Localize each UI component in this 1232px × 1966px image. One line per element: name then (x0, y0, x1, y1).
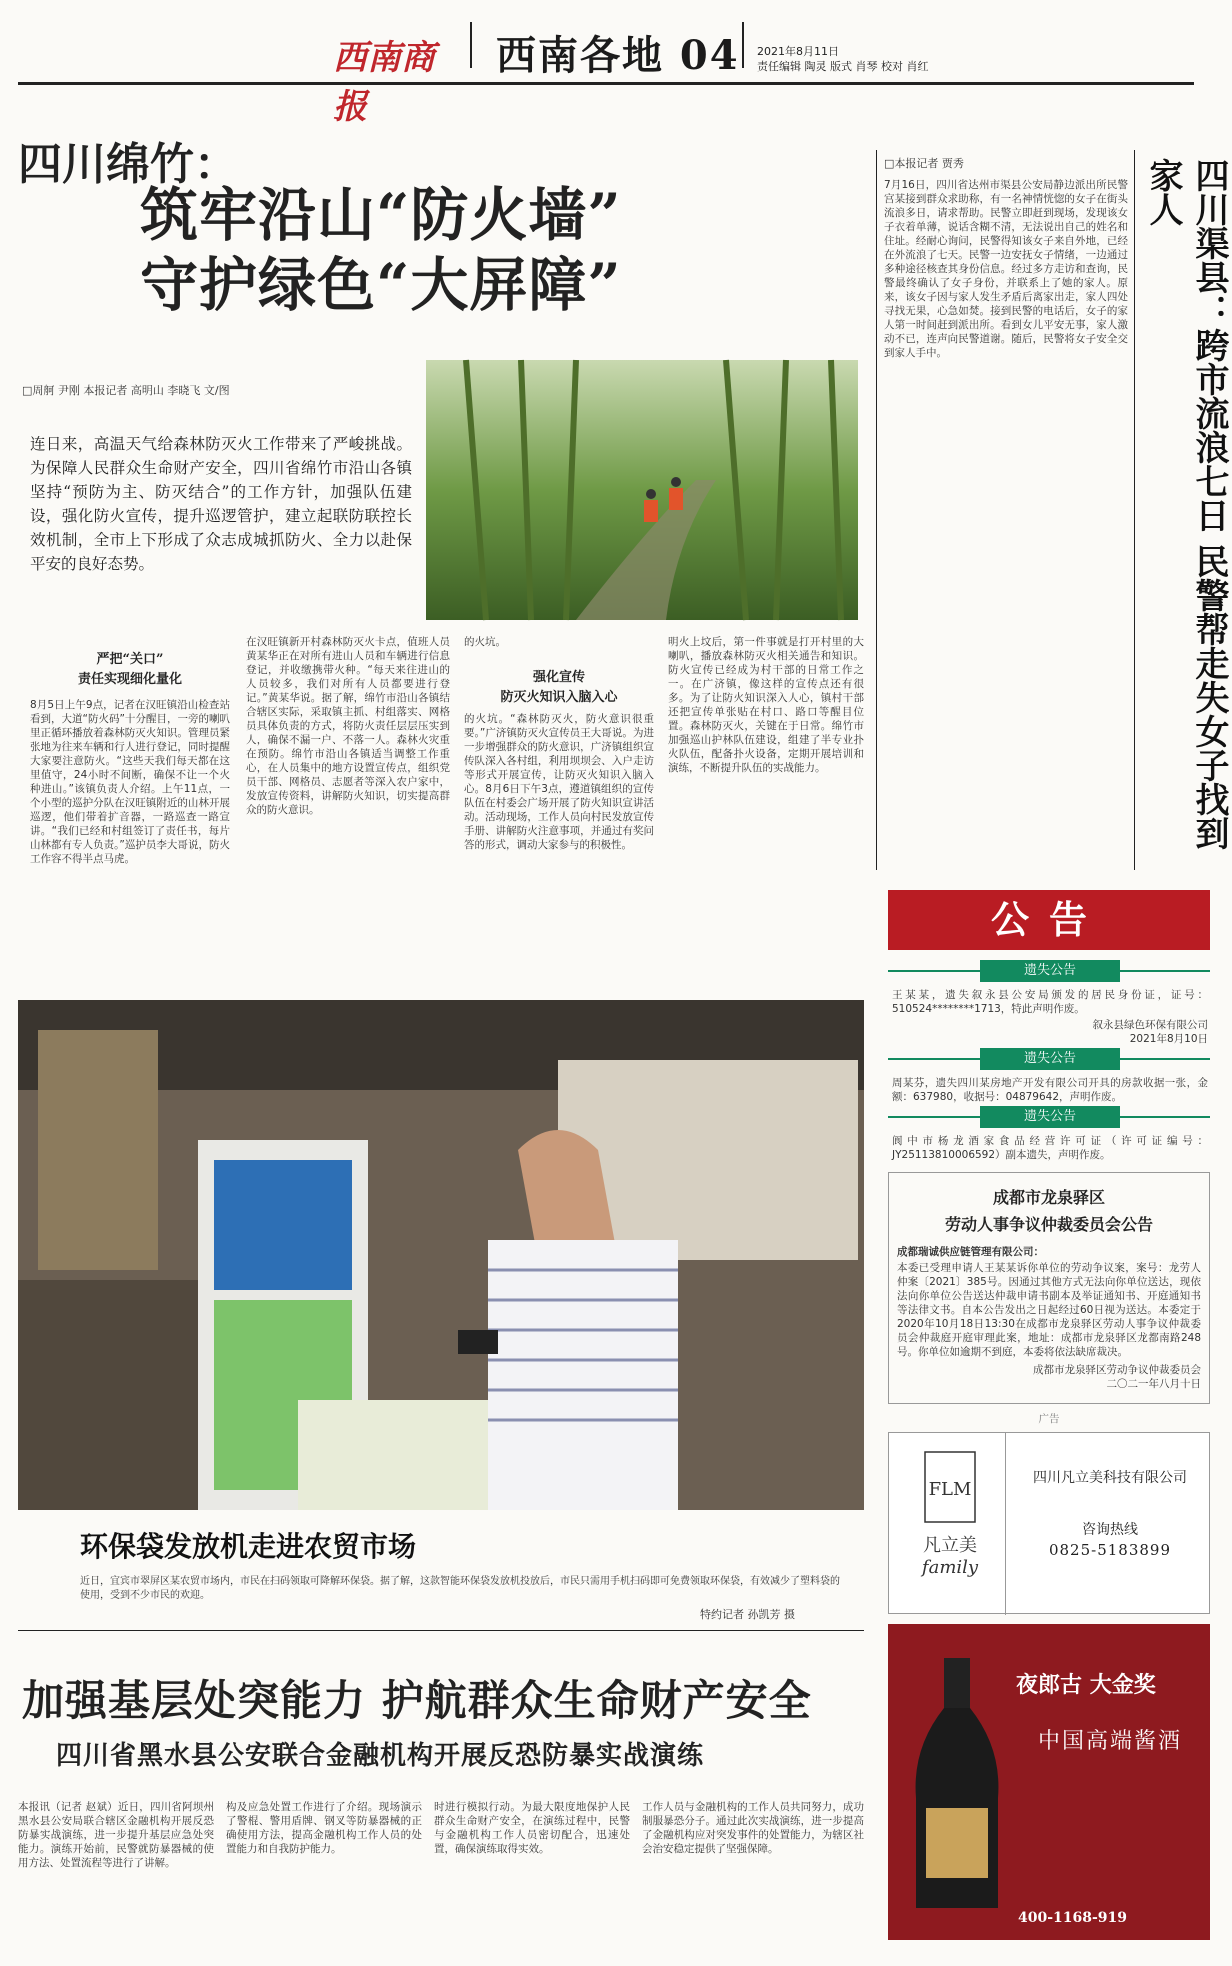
article-column-4: 明火上坟后，第一件事就是打开村里的大喇叭，播放森林防灭火相关通告和知识。防火宣传已经成为村干部的日常工作之一。在广济镇，像这样的宣传点还有很多。为了让防火知识深入人心，镇村干部还把宣传单张贴在村口、路口等醒目位置。森林防灭火，关键在于日常。绵竹市加强巡山护林队伍建设，组建了半专业扑火队伍，配备扑火设备，定期开展培训和演练，不断提升队伍的实战能力。 (668, 636, 864, 774)
newspaper-logo: 西南商报 (333, 38, 435, 127)
section-divider (18, 1630, 864, 1631)
lost-notice-1-sign: 叙永县绿色环保有限公司 (1092, 1019, 1208, 1031)
bottom-column-1: 本报讯（记者 赵斌）近日，四川省阿坝州黑水县公安局联合辖区金融机构开展反恐防暴实战演练，进一步提升基层应急处突能力。演练开始前，民警就防暴器械的使用方法、处置流程等进行了讲解。 (18, 1801, 214, 1869)
masthead-rule (18, 82, 1194, 85)
photo-caption-title: 环保袋发放机走进农贸市场 (80, 1530, 417, 1563)
furniture-company: 四川凡立美科技有限公司 (1033, 1470, 1187, 1486)
notice-header: 公告 (888, 890, 1210, 950)
lost-notice-1-date: 2021年8月10日 (1129, 1033, 1208, 1045)
subhead-1 (30, 650, 230, 690)
masthead-divider-2 (742, 22, 744, 68)
subhead-1-line-2: 责任实现细化量化 (77, 672, 182, 687)
bottom-headline: 加强基层处突能力 护航群众生命财产安全 (22, 1676, 812, 1725)
headline-line-1: 筑牢沿山“防火墙” (140, 181, 622, 249)
furniture-phone: 0825-5183899 (1048, 1541, 1172, 1559)
issue-date: 2021年8月11日 (757, 45, 839, 58)
bottom-column-3: 时进行模拟行动。为最大限度地保护人民群众生命财产安全，在演练过程中，民警与金融机构工作人员密切配合，迅速处置，确保演练取得实效。 (434, 1801, 630, 1855)
article-column-3: 的火坑。“森林防灭火，防火意识很重要。”广济镇防灭火宣传员王大哥说。为进一步增强群众的防火意识，广济镇组织宣传队深入各村组，利用坝坝会、入户走访等形式开展宣传，让防灭火知识入脑入心。8月6日下午3点，遵道镇组织的宣传队伍在村委会广场开展了防火知识宣讲活动。活动现场，工作人员向村民发放宣传手册、讲解防火注意事项，并通过有奖问答的形式，调动大家参与的积极性。 (464, 713, 654, 851)
right-article-body: 7月16日，四川省达州市渠县公安局静边派出所民警宫某接到群众求助称，有一名神情恍惚的女子在街头流浪多日，请求帮助。民警立即赶到现场，发现该女子衣着单薄，说话含糊不清，无法说出自己的姓名和住址。经耐心询问，民警得知该女子来自外地，已经在外流浪了七天。民警一边安抚女子情绪，一边通过多种途径核查其身份信息。经过多方走访和查询，民警最终确认了女子身份，并联系上了她的家人。原来，该女子因与家人发生矛盾后离家出走，家人四处寻找无果，心急如焚。接到民警的电话后，女子的家人第一时间赶到派出所。看到女儿平安无事，家人激动不已，连声向民警道谢。随后，民警将女子安全交到家人手中。 (884, 179, 1128, 359)
article-byline: □周舸 尹刚 本报记者 高明山 李晓飞 文/图 (22, 384, 230, 397)
article-column-1: 8月5日上午9点，记者在汉旺镇沿山检查站看到，大道“防火码”十分醒目，一旁的喇叭里正循环播放着森林防灭火知识。管理员紧张地为往来车辆和行人进行登记，同时提醒大家要注意防火。“这些天我们每天都在这里值守，24小时不间断，确保不让一个火种进山。”该镇负责人介绍。上午11点，一个小型的巡护分队在汉旺镇附近的山林开展巡逻，他们带着扩音器，一路巡查一路宣讲。“我们已经和村组签订了责任书，每片山林都有专人负责。”巡护员李大哥说，防火工作容不得半点马虎。 (30, 699, 230, 865)
labor-notice-sign: 成都市龙泉驿区劳动争议仲裁委员会 (1033, 1364, 1201, 1376)
furniture-ad (888, 1432, 1210, 1614)
labor-notice-title-1: 成都市龙泉驿区 (992, 1188, 1105, 1207)
liquor-brand (1016, 1668, 1156, 1699)
furniture-logo-en: family (921, 1557, 979, 1578)
forest-patrol-photo (426, 360, 858, 620)
lost-notice-3: 阆中市杨龙酒家食品经营许可证（许可证编号：JY25113810006592）副本遗失，声明作废。 (892, 1135, 1208, 1161)
labor-notice-box (888, 1172, 1210, 1404)
liquor-award: 大金奖 (1089, 1672, 1156, 1698)
section-title: 西南各地 04 (496, 32, 740, 79)
lost-notice-1: 王某某，遗失叙永县公安局颁发的居民身份证，证号：510524********1713，特此声明作废。 (892, 989, 1208, 1015)
right-column-rule (876, 150, 877, 870)
liquor-brand-name: 夜郎古 (1016, 1672, 1083, 1698)
furniture-hotline-label: 咨询热线 (1082, 1522, 1138, 1538)
article-lead: 连日来，高温天气给森林防灭火工作带来了严峻挑战。为保障人民群众生命财产安全，四川省绵竹市沿山各镇坚持“预防为主、防灭结合”的工作方针，加强队伍建设，强化防火宣传，提升巡逻管护，建立起联防联控长效机制，全市上下形成了众志成城抓防火、全力以赴保平安的良好态势。 (30, 435, 412, 573)
labor-notice-title-2: 劳动人事争议仲裁委员会公告 (944, 1215, 1153, 1234)
furniture-logo-cn: 凡立美 (923, 1535, 977, 1556)
subhead-2-line-2: 防灭火知识入脑入心 (500, 690, 618, 705)
liquor-bottle-icon (902, 1658, 1012, 1918)
labor-notice-date: 二〇二一年八月十日 (1106, 1378, 1201, 1390)
liquor-ad (888, 1624, 1210, 1940)
vertical-headline: 四川渠县：跨市流浪七日 民警帮走失女子找到家人 (1143, 158, 1229, 850)
issue-editors: 责任编辑 陶灵 版式 肖琴 校对 肖红 (757, 60, 929, 73)
flm-logo-icon (905, 1447, 995, 1527)
market-photo (18, 1000, 864, 1510)
vertical-title-rule (1134, 150, 1135, 870)
liquor-slogan: 中国高端酱酒 (1038, 1729, 1183, 1754)
subhead-2-line-1: 强化宣传 (532, 670, 585, 685)
labor-notice-body: 本委已受理申请人王某某诉你单位的劳动争议案，案号：龙劳人仲案〔2021〕385号。因通过其他方式无法向你单位送达，现依法向你单位公告送达仲裁申请书副本及举证通知书、开庭通知书等法律文书。自本公告发出之日起经过60日视为送达。本委定于2020年10月18日13:30在成都市龙泉驿区劳动人事争议仲裁委员会仲裁庭开庭审理此案，地址：成都市龙泉驿区龙都南路248号。你单位如逾期不到庭，本委将依法缺席裁决。 (897, 1262, 1201, 1358)
subhead-1-line-1: 严把“关口” (96, 652, 164, 667)
masthead-divider (470, 22, 472, 68)
lost-notice-2: 周某芬，遗失四川某房地产开发有限公司开具的房款收据一张，金额：637980，收据号：04879642，声明作废。 (892, 1077, 1208, 1103)
lost-notice-tag-2: 遗失公告 (980, 1048, 1120, 1070)
right-article-byline: □本报记者 贾秀 (884, 157, 964, 170)
issue-meta (757, 44, 928, 74)
article-column-3-head: 的火坑。 (464, 636, 506, 648)
photo-caption-body: 近日，宜宾市翠屏区某农贸市场内，市民在扫码领取可降解环保袋。据了解，这款智能环保袋发放机投放后，市民只需用手机扫码即可免费领取环保袋，有效减少了塑料袋的使用，受到不少市民的欢迎。 (80, 1576, 840, 1601)
article-headline (140, 180, 622, 320)
subhead-2 (464, 668, 654, 708)
furniture-logo (905, 1447, 995, 1601)
ad-label: 广告 (1038, 1413, 1060, 1425)
svg-text:FLM: FLM (928, 1479, 972, 1500)
labor-notice-addressee: 成都瑞诚供应链管理有限公司： (897, 1246, 1044, 1258)
headline-line-2: 守护绿色“大屏障” (140, 251, 622, 319)
article-column-2: 在汉旺镇新开村森林防灭火卡点，值班人员黄某华正在对所有进山人员和车辆进行信息登记，并收缴携带火种。“每天来往进山的人员较多，我们对所有人员都要进行登记。”黄某华说。据了解，绵竹市沿山各镇结合辖区实际，采取镇主抓、村组落实、网格员具体负责的方式，将防火责任层层压实到人，确保不漏一户、不落一人。森林火灾重在预防。绵竹市沿山各镇适当调整工作重心，在人员集中的地方设置宣传点，组织党员干部、网格员、志愿者等深入农户家中，发放宣传资料，讲解防火知识，切实提高群众的防火意识。 (246, 636, 450, 816)
bottom-column-2: 构及应急处置工作进行了介绍。现场演示了警棍、警用盾牌、钢叉等防暴器械的正确使用方法，提高金融机构工作人员的处置能力和自我防护能力。 (226, 1801, 422, 1855)
article-kicker: 四川绵竹： (18, 139, 238, 190)
bottom-subheadline: 四川省黑水县公安联合金融机构开展反恐防暴实战演练 (56, 1741, 705, 1771)
bottom-column-4: 工作人员与金融机构的工作人员共同努力，成功制服暴恐分子。通过此次实战演练，进一步提高了金融机构应对突发事件的处置能力，为辖区社会治安稳定提供了坚强保障。 (642, 1801, 864, 1855)
liquor-phone: 400-1168-919 (1018, 1910, 1128, 1926)
photo-credit: 特约记者 孙凯芳 摄 (700, 1608, 795, 1621)
lost-notice-tag-3: 遗失公告 (980, 1106, 1120, 1128)
ad-divider (1005, 1433, 1006, 1615)
lost-notice-tag-1: 遗失公告 (980, 960, 1120, 982)
